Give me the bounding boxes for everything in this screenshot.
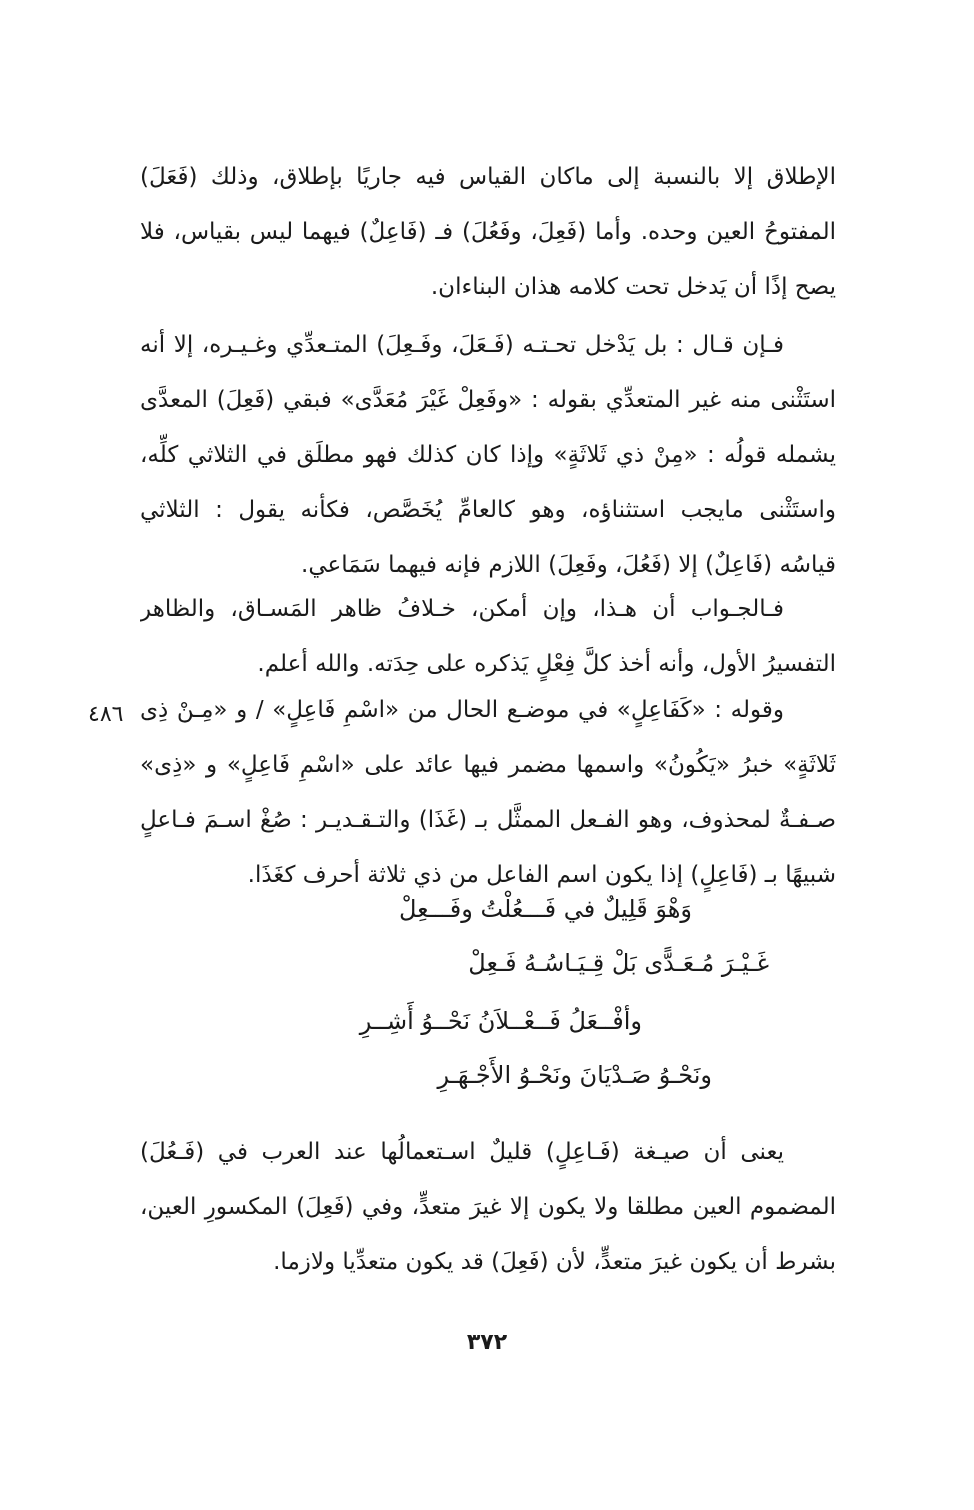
verse-line-3: وأفْــعَلُ فَــعْــلاَنُ نَحْــوُ أَشِــرِ [359, 1007, 642, 1035]
text-line: شبيهًا بـ (فَاعِلٍ) إذا يكون اسم الفاعل من ذي ثلاثة أحرف كغَذَا. [247, 862, 836, 888]
text-line: وقوله : «كَفَاعِلٍ» في موضـع الحال من «اسْمِ فَاعِلٍ» / و «مِـنْ ذِى [140, 697, 784, 723]
text-line: بشرط أن يكون غيرَ متعدٍّ، لأن (فَعِلَ) قد يكون متعدِّيا ولازما. [273, 1249, 836, 1275]
text-line: التفسيرُ الأول، وأنه أخذ كلَّ فِعْلٍ يَذكره على حِدَته. والله أعلم. [257, 651, 836, 677]
margin-reference-number: ٤٨٦ [88, 702, 124, 727]
paragraph-1 [140, 150, 836, 315]
paragraph-5 [140, 1125, 836, 1290]
page-number: ٣٧٢ [466, 1330, 508, 1355]
verse-line-4: ونَحْـوُ صَـدْيَانَ ونَحْـوُ الأَجْـهَـرِ [437, 1061, 712, 1089]
text-line: يشمله قولُه : «مِنْ ذي ثَلاثَةٍ» وإذا كان كذلك فهو مطلَق في الثلاثي كلِّه، [140, 442, 836, 468]
text-line: واستَثْنى مايجب استثناؤه، وهو كالعامِّ يُخَصَّص، فكأنه يقول : الثلاثي [140, 497, 836, 523]
verse-line-1: وَهْوَ قَلِيلٌ في فَـــعُلْتُ وفَـــعِلْ [398, 895, 692, 923]
text-line: استَثْنى منه غير المتعدِّي بقوله : «وفَعِلْ غَيْرَ مُعَدَّى» فبقي (فَعِلَ) المعدَّى [140, 387, 836, 413]
verse-line-2: غَـيْـرَ مُـعَـدًّى بَلْ قِـيَـاسُـهُ فَـعِلْ [468, 949, 769, 977]
text-line: يصح إذًا أن يَدخل تحت كلامه هذان البناءان. [430, 274, 836, 300]
text-line: يعنى أن صيـغة (فَـاعِلٍ) قليلٌ اسـتعمالُها عند العرب في (فَـعُلَ) [140, 1139, 784, 1165]
paragraph-3 [140, 582, 836, 692]
text-line: قياسُه (فَاعِلٌ) إلا (فَعُلَ، وفَعِلَ) اللازم فإنه فيهما سَمَاعي. [301, 552, 836, 578]
text-line: الإطلاق إلا بالنسبة إلى ماكان القياس فيه جاريًا بإطلاق، وذلك (فَعَلَ) [140, 164, 836, 190]
text-line: المفتوحُ العين وحده. وأما (فَعِلَ، وفَعُلَ) فـ (فَاعِلٌ) فيهما ليس بقياس، فلا [140, 219, 836, 245]
text-line: فـالجـواب أن هـذا، وإن أمكن، خـلافُ ظاهر المَسـاق، والظاهر [140, 596, 784, 622]
paragraph-4 [140, 683, 836, 903]
text-line: المضموم العين مطلقا ولا يكون إلا غيرَ متعدٍّ، وفي (فَعِلَ) المكسورِ العين، [140, 1194, 836, 1220]
text-line: صـفـةٌ لمحذوف، وهو الفـعل الممثَّل بـ (غَذَا) والتـقـديـر : صُغْ اسـمَ فـاعلٍ [140, 807, 836, 833]
text-line: فـإن قـال : بل يَدْخل تحـتـه (فَـعَلَ، وفَـعِلَ) المتـعدِّي وغـيـره، إلا أنه [140, 332, 784, 358]
text-line: ثَلاثَةٍ» خبرُ «يَكُونُ» واسمها مضمر فيها عائد على «اسْمِ فَاعِلٍ» و «ذِى» [140, 752, 836, 778]
paragraph-2 [140, 318, 836, 593]
